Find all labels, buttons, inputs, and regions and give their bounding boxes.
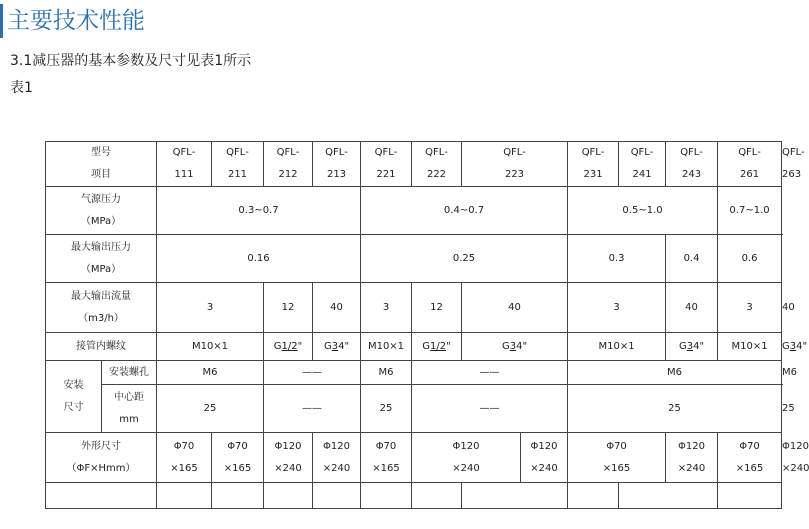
value-cell: Φ120 ×240	[666, 433, 718, 483]
value-cell: Φ70 ×165	[718, 433, 782, 483]
value-cell: Φ120 ×240	[412, 433, 521, 483]
value-cell: G1/2"	[264, 333, 313, 361]
value-cell: 40	[313, 283, 361, 333]
empty-cell	[568, 483, 619, 509]
row-label-cell: 安装螺孔	[102, 361, 157, 385]
model-label: 型号	[91, 147, 111, 158]
empty-cell	[313, 483, 361, 509]
table-row-max-output-flow: 最大输出流量 （m3/h） 3 12 40 3 12 40 3 40 3 40	[46, 283, 782, 333]
value-cell: Φ70 ×165	[157, 433, 212, 483]
row-label-cell: 接管内螺纹	[46, 333, 157, 361]
value-cell: 0.4	[666, 235, 718, 283]
table-row-thread: 接管内螺纹 M10×1 G1/2" G34" M10×1 G1/2" G34" M10×1 G34" M10×1 G34"	[46, 333, 782, 361]
value-cell: G34"	[666, 333, 718, 361]
value-cell: 0.5~1.0	[568, 187, 718, 235]
value-cell: 0.16	[157, 235, 361, 283]
value-cell: 0.25	[361, 235, 568, 283]
table-row-install-hole: 安装 尺寸 安装螺孔 M6 —— M6 —— M6 M6	[46, 361, 782, 385]
value-cell: M10×1	[157, 333, 264, 361]
value-cell: Φ120 ×240	[264, 433, 313, 483]
value-cell: M6	[157, 361, 264, 385]
page-title: 主要技术性能	[7, 8, 145, 34]
model-cell: QFL- 221	[361, 142, 412, 187]
row-label-cell: 外形尺寸 （ΦF×Hmm）	[46, 433, 157, 483]
empty-cell	[361, 483, 412, 509]
value-cell: 0.3	[568, 235, 666, 283]
value-cell: 0.3~0.7	[157, 187, 361, 235]
value-cell: G34"	[313, 333, 361, 361]
value-cell: G1/2"	[412, 333, 462, 361]
section-subtitle: 3.1减压器的基本参数及尺寸见表1所示	[10, 53, 252, 69]
model-cell: QFL- 213	[313, 142, 361, 187]
value-cell: 0.4~0.7	[361, 187, 568, 235]
empty-cell	[212, 483, 264, 509]
model-cell: QFL- 231	[568, 142, 619, 187]
empty-cell	[619, 483, 718, 509]
table-row-outline: 外形尺寸 （ΦF×Hmm） Φ70 ×165 Φ70 ×165 Φ120 ×240 Φ120 ×240 Φ70 ×165 Φ120 ×240 Φ120 ×240 Φ70 ×165 Φ120 ×240 Φ70 ×165 Φ120 ×240	[46, 433, 782, 483]
empty-cell	[462, 483, 568, 509]
value-cell: 12	[412, 283, 462, 333]
install-group-label: 安装 尺寸	[46, 361, 102, 433]
model-cell: QFL- 261	[718, 142, 782, 187]
row-label-cell: 中心距 mm	[102, 385, 157, 433]
row-label-cell: 气源压力 （MPa）	[46, 187, 157, 235]
table-row-source-pressure	[46, 187, 782, 235]
model-cell: QFL- 222	[412, 142, 462, 187]
header-label-cell	[46, 142, 157, 187]
value-cell: 25	[361, 385, 412, 433]
value-cell: ——	[412, 361, 568, 385]
value-cell: Φ70 ×165	[212, 433, 264, 483]
empty-cell	[157, 483, 212, 509]
value-cell: 12	[264, 283, 313, 333]
value-cell: 0.7~1.0	[718, 187, 782, 235]
value-cell: ——	[264, 385, 361, 433]
value-cell: ——	[264, 361, 361, 385]
value-cell: Φ70 ×165	[361, 433, 412, 483]
value-cell: Φ120 ×240	[521, 433, 568, 483]
value-cell: Φ120 ×240	[313, 433, 361, 483]
value-cell: 3	[361, 283, 412, 333]
value-cell: 3	[718, 283, 782, 333]
value-cell: 25	[157, 385, 264, 433]
row-label-cell: 最大输出流量 （m3/h）	[46, 283, 157, 333]
value-cell: Φ70 ×165	[568, 433, 666, 483]
value-cell: M10×1	[361, 333, 412, 361]
table-row-max-output-pressure	[46, 235, 782, 283]
empty-cell	[412, 483, 462, 509]
empty-cell	[46, 483, 157, 509]
value-cell: 40	[462, 283, 568, 333]
value-cell: 3	[157, 283, 264, 333]
value-cell: 3	[568, 283, 666, 333]
value-cell: M10×1	[568, 333, 666, 361]
value-cell: 40	[666, 283, 718, 333]
value-cell: G34"	[462, 333, 568, 361]
model-cell: QFL- 241	[619, 142, 666, 187]
table-row-install-center: 中心距 mm 25 —— 25 —— 25 25	[46, 385, 782, 433]
empty-cell	[718, 483, 782, 509]
model-cell: QFL- 243	[666, 142, 718, 187]
value-cell: M6	[568, 361, 782, 385]
empty-cell	[264, 483, 313, 509]
model-cell: QFL- 223	[462, 142, 568, 187]
value-cell: 0.6	[718, 235, 782, 283]
value-cell: M10×1	[718, 333, 782, 361]
value-cell: M6	[361, 361, 412, 385]
value-cell: ——	[412, 385, 568, 433]
spec-table	[45, 141, 809, 509]
item-label: 项目	[91, 169, 111, 180]
model-cell: QFL- 212	[264, 142, 313, 187]
row-label-cell: 最大输出压力 （MPa）	[46, 235, 157, 283]
model-cell: QFL- 111	[157, 142, 212, 187]
title-bar	[0, 4, 145, 38]
table-label: 表1	[10, 80, 33, 96]
value-cell: 25	[568, 385, 782, 433]
table-row-empty	[46, 483, 782, 509]
model-cell: QFL- 211	[212, 142, 264, 187]
table-row-header: 型号 项目 QFL- 111 QFL- 211 QFL- 212 QFL- 213 QFL- 221 QFL- 222 QFL- 223 QFL- 231 QFL- 241 QFL- 243 QFL- 261 QFL- 263	[46, 142, 782, 187]
